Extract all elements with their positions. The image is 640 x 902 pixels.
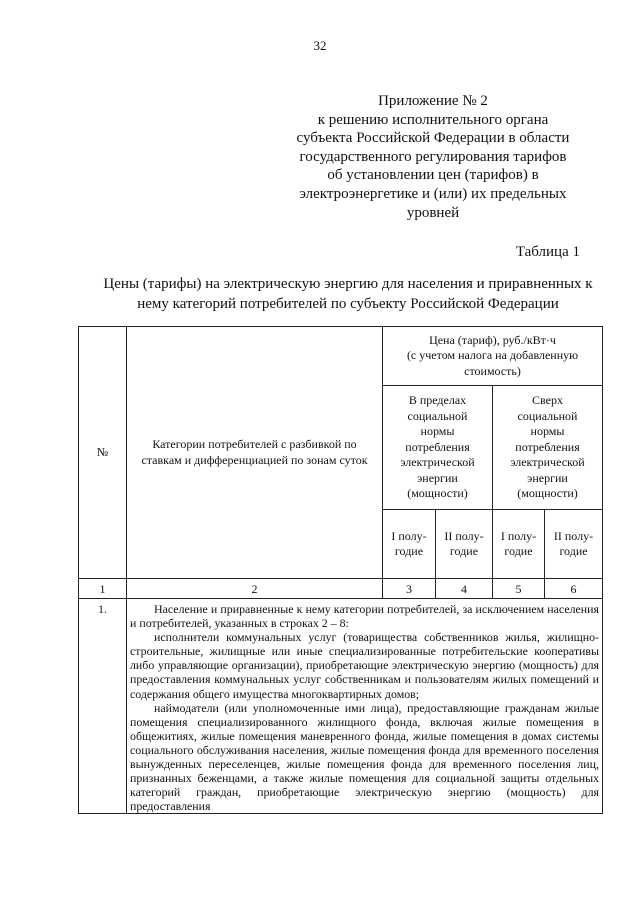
column-number: 4 — [436, 579, 493, 599]
title-line: Цены (тарифы) на электрическую энергию для населения и приравненных к — [103, 276, 593, 292]
table-row — [79, 599, 603, 814]
appendix-line: к решению исполнительного органа — [317, 111, 549, 128]
header-price-line: стоимость) — [464, 363, 521, 378]
within-norm-line: (мощности) — [407, 486, 468, 501]
header-half-year-2-over — [545, 510, 603, 579]
within-norm-line: электрической — [400, 455, 475, 470]
half-line: годие — [394, 544, 424, 558]
appendix-line: уровней — [406, 204, 460, 221]
within-norm-line: социальной — [407, 408, 468, 423]
table-label: Таблица 1 — [515, 244, 580, 260]
header-within-norm — [383, 386, 493, 510]
page-number: 32 — [313, 38, 327, 53]
over-norm-line: энергии — [527, 470, 568, 485]
title-line: нему категорий потребителей по субъекту Российской Федерации — [137, 296, 559, 312]
appendix-header — [268, 92, 598, 222]
tariffs-table — [78, 326, 603, 814]
appendix-line: электроэнергетике и (или) их предельных — [299, 185, 567, 202]
header-half-year-2 — [436, 510, 493, 579]
header-price-line: (с учетом налога на добавленную — [406, 348, 579, 363]
row-paragraph: наймодатели (или уполномоченные ими лица), предоставляющие гражданам жилые помещения специализированного жилищного фонда, включая жилые помещения в общежитиях, жилые помещения маневренного фонда, жилые помещения в домах системы социального обслуживания населения, жилые помещения фонда для временного поселения вынужденных переселенцев, жилые помещения фонда для временного поселения лиц, признанных беженцами, а также жилые помещения для социальной защиты отдельных категорий граждан, приобретающие электрическую энергию (мощность) для предоставления — [130, 700, 600, 814]
over-norm-line: социальной — [517, 408, 578, 423]
header-price — [383, 327, 603, 386]
column-number: 5 — [493, 579, 545, 599]
over-norm-line: Сверх — [532, 393, 563, 408]
half-line: I полу- — [500, 529, 537, 543]
header-over-norm — [493, 386, 603, 510]
half-line: годие — [504, 544, 533, 558]
column-number: 2 — [127, 579, 383, 599]
row-paragraph: Население и приравненные к нему категории потребителей, за исключением населения и потребителей, указанных в строках 2 – 8: — [130, 602, 600, 631]
within-norm-line: энергии — [417, 470, 458, 485]
header-price-line: Цена (тариф), руб./кВт·ч — [429, 332, 556, 347]
row-number: 1. — [79, 599, 127, 814]
appendix-line: об установлении цен (тарифов) в — [327, 167, 539, 184]
within-norm-line: В пределах — [408, 393, 467, 408]
header-num: № — [79, 327, 127, 579]
row-description — [127, 599, 603, 814]
half-line: годие — [559, 544, 588, 558]
header-half-year-1 — [383, 510, 436, 579]
appendix-line: Приложение № 2 — [378, 93, 488, 109]
half-line: II полу- — [553, 529, 594, 543]
within-norm-line: потребления — [405, 439, 470, 454]
over-norm-line: электрической — [510, 455, 585, 470]
half-line: I полу- — [391, 529, 427, 543]
column-number: 6 — [545, 579, 603, 599]
over-norm-line: (мощности) — [517, 486, 578, 501]
within-norm-line: нормы — [420, 424, 455, 439]
header-half-year-1-over — [493, 510, 545, 579]
appendix-line: государственного регулирования тарифов — [299, 148, 567, 165]
header-category: Категории потребителей с разбивкой по ставкам и дифференциацией по зонам суток — [127, 327, 383, 579]
column-numbers-row — [79, 579, 603, 599]
over-norm-line: потребления — [515, 439, 580, 454]
column-number: 1 — [79, 579, 127, 599]
half-line: II полу- — [444, 529, 484, 543]
column-number: 3 — [383, 579, 436, 599]
over-norm-line: нормы — [530, 424, 565, 439]
half-line: годие — [449, 544, 479, 558]
document-title — [88, 274, 608, 314]
row-paragraph: исполнители коммунальных услуг (товарищества собственников жилья, жилищно-строительные, жилищные или иные специализированные потребительские кооперативы либо управляющие организации), приобретающие электрическую энергию (мощность) для предоставления коммунальных услуг собственникам и пользователям жилых помещений и содержания общего имущества многоквартирных домов; — [130, 630, 600, 701]
appendix-line: субъекта Российской Федерации в области — [296, 130, 570, 147]
